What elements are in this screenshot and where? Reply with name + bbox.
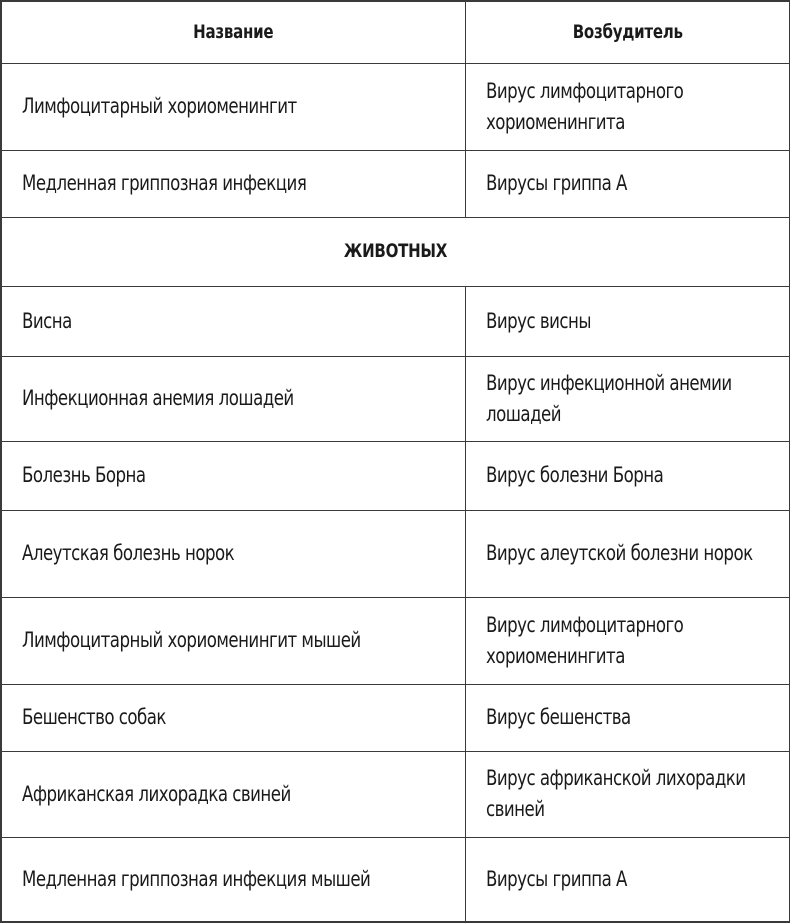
section-heading [1, 217, 790, 286]
pathogen-cell [465, 356, 790, 441]
disease-name-cell [1, 510, 465, 597]
disease-name: Лимфоцитарный хориоменингит [22, 94, 297, 118]
pathogen-cell [465, 150, 790, 217]
pathogen-name: Вирус лимфоцитарного хориоменингита [485, 78, 683, 134]
table-row [1, 597, 790, 684]
pathogen-cell [465, 63, 790, 150]
table-row [1, 286, 790, 356]
disease-name-cell [1, 441, 465, 510]
header-agent-label: Возбудитель [572, 20, 683, 43]
table-row [1, 837, 790, 922]
header-name [1, 1, 465, 63]
pathogen-cell [465, 286, 790, 356]
disease-name: Бешенство собак [22, 705, 166, 729]
pathogen-cell [465, 597, 790, 684]
table-header-row [1, 1, 790, 63]
disease-name-cell [1, 286, 465, 356]
header-name-label: Название [193, 20, 274, 43]
pathogen-name: Вирус африканской лихорадки свиней [485, 766, 746, 821]
pathogen-cell [465, 837, 790, 922]
pathogen-name: Вирус висны [485, 308, 591, 333]
disease-name: Медленная гриппозная инфекция мышей [22, 866, 371, 891]
table-row [1, 684, 790, 751]
pathogen-name: Вирус болезни Борна [485, 463, 663, 487]
disease-name: Инфекционная анемия лошадей [22, 386, 294, 410]
disease-name-cell [1, 684, 465, 751]
table-row [1, 510, 790, 597]
pathogen-name: Вирус бешенства [485, 705, 631, 729]
section-row-animals [1, 217, 790, 286]
disease-name-cell [1, 356, 465, 441]
pathogen-name: Вирус лимфоцитарного хориоменингита [485, 612, 683, 668]
disease-name-cell [1, 63, 465, 150]
pathogen-name: Вирусы гриппа А [485, 171, 627, 195]
disease-name: Лимфоцитарный хориоменингит мышей [22, 628, 361, 652]
pathogen-cell [465, 751, 790, 837]
table-row [1, 63, 790, 150]
pathogen-name: Вирусы гриппа А [485, 866, 627, 891]
table-row [1, 356, 790, 441]
disease-name: Африканская лихорадка свиней [22, 781, 291, 806]
pathogen-name: Вирус алеутской болезни норок [485, 541, 753, 565]
disease-name-cell [1, 597, 465, 684]
pathogen-cell [465, 510, 790, 597]
disease-name: Висна [22, 308, 72, 333]
disease-name: Болезнь Борна [22, 463, 146, 487]
pathogen-name: Вирус инфекционной анемии лошадей [485, 370, 732, 426]
header-agent [465, 1, 790, 63]
section-heading-label: ЖИВОТНЫХ [343, 240, 448, 262]
disease-name-cell [1, 837, 465, 922]
pathogen-cell [465, 684, 790, 751]
table-row [1, 751, 790, 837]
disease-name: Алеутская болезнь норок [22, 541, 235, 565]
table-row [1, 441, 790, 510]
table-row [1, 150, 790, 217]
disease-name-cell [1, 150, 465, 217]
pathogen-cell [465, 441, 790, 510]
disease-name: Медленная гриппозная инфекция [22, 171, 307, 195]
disease-name-cell [1, 751, 465, 837]
